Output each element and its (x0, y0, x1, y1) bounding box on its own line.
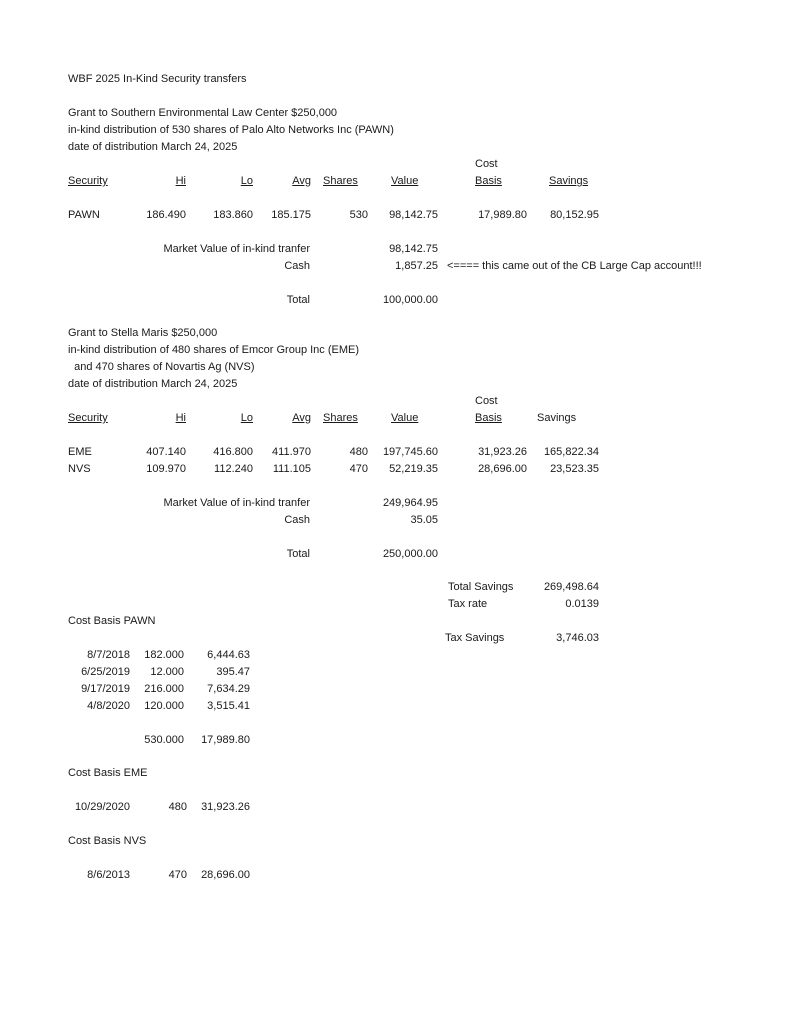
grant1-line2: in-kind distribution of 530 shares of Palo Alto Networks Inc (PAWN) (68, 124, 394, 136)
lo-cell: 112.240 (214, 463, 253, 475)
header-avg: Avg (292, 175, 311, 187)
header-hi: Hi (175, 175, 186, 187)
grant2-line2: in-kind distribution of 480 shares of Emcor Group Inc (EME) (68, 344, 360, 356)
value-cell: 52,219.35 (389, 463, 438, 475)
lot-shares: 470 (168, 869, 187, 881)
lot-amount: 6,444.63 (207, 649, 250, 661)
header-security: Security (68, 175, 108, 187)
lot-date: 9/17/2019 (81, 683, 130, 695)
security-cell: NVS (68, 463, 91, 475)
tax-savings-label: Tax Savings (445, 632, 505, 644)
header-savings: Savings (549, 175, 589, 187)
avg-cell: 185.175 (271, 209, 311, 221)
pawn-total-amount: 17,989.80 (201, 734, 250, 746)
lot-date: 4/8/2020 (87, 700, 130, 712)
grant1-line3: date of distribution March 24, 2025 (68, 141, 238, 153)
value-cell: 197,745.60 (382, 446, 438, 458)
cost-basis-pawn-title: Cost Basis PAWN (68, 615, 156, 627)
hi-cell: 407.140 (146, 446, 186, 458)
total-label: Total (286, 294, 310, 306)
savings-cell: 80,152.95 (550, 209, 599, 221)
basis-cell: 28,696.00 (478, 463, 527, 475)
header-shares: Shares (323, 175, 358, 187)
lot-date: 8/7/2018 (87, 649, 130, 661)
total-savings-value: 269,498.64 (543, 581, 599, 593)
cost-basis-eme-title: Cost Basis EME (68, 767, 148, 779)
header-lo: Lo (240, 175, 253, 187)
total-amount: 250,000.00 (382, 548, 438, 560)
grant1-line1: Grant to Southern Environmental Law Center $250,000 (68, 107, 338, 119)
security-cell: PAWN (68, 209, 100, 221)
lo-cell: 416.800 (213, 446, 253, 458)
savings-cell: 165,822.34 (543, 446, 599, 458)
shares-cell: 470 (349, 463, 368, 475)
lot-shares: 120.000 (144, 700, 184, 712)
header-security: Security (68, 412, 108, 424)
avg-cell: 111.105 (272, 463, 311, 475)
header-basis: Basis (475, 175, 502, 187)
savings-cell: 23,523.35 (550, 463, 599, 475)
basis-cell: 17,989.80 (478, 209, 527, 221)
lot-shares: 182.000 (144, 649, 184, 661)
lot-shares: 12.000 (150, 666, 184, 678)
pawn-total-shares: 530.000 (144, 734, 184, 746)
lot-shares: 216.000 (144, 683, 184, 695)
grant2-line3: and 470 shares of Novartis Ag (NVS) (68, 361, 255, 373)
shares-cell: 480 (349, 446, 368, 458)
cost-basis-nvs-title: Cost Basis NVS (68, 835, 147, 847)
lot-amount: 3,515.41 (207, 700, 250, 712)
cash-label: Cash (284, 514, 310, 526)
lot-date: 10/29/2020 (74, 801, 130, 813)
lo-cell: 183.860 (213, 209, 253, 221)
header-value: Value (391, 175, 419, 187)
market-value-amount: 98,142.75 (389, 243, 438, 255)
market-value-label: Market Value of in-kind tranfer (163, 243, 310, 255)
header-avg: Avg (292, 412, 311, 424)
cash-note: <==== this came out of the CB Large Cap account!!! (447, 260, 702, 272)
lot-amount: 28,696.00 (201, 869, 250, 881)
grant2-line4: date of distribution March 24, 2025 (68, 378, 238, 390)
header-savings: Savings (537, 412, 577, 424)
header-basis: Basis (475, 412, 502, 424)
cash-amount: 1,857.25 (395, 260, 438, 272)
lot-date: 6/25/2019 (81, 666, 130, 678)
value-cell: 98,142.75 (389, 209, 438, 221)
total-label: Total (286, 548, 310, 560)
header-cost: Cost (475, 395, 498, 407)
cash-amount: 35.05 (410, 514, 438, 526)
market-value-label: Market Value of in-kind tranfer (163, 497, 310, 509)
lot-shares: 480 (168, 801, 187, 813)
tax-rate-label: Tax rate (448, 598, 488, 610)
lot-amount: 31,923.26 (201, 801, 250, 813)
header-hi: Hi (175, 412, 186, 424)
security-cell: EME (68, 446, 92, 458)
header-value: Value (391, 412, 419, 424)
header-shares: Shares (323, 412, 358, 424)
tax-savings-value: 3,746.03 (556, 632, 599, 644)
avg-cell: 411.970 (272, 446, 311, 458)
lot-amount: 395.47 (216, 666, 250, 678)
lot-amount: 7,634.29 (207, 683, 250, 695)
total-amount: 100,000.00 (382, 294, 438, 306)
shares-cell: 530 (349, 209, 368, 221)
market-value-amount: 249,964.95 (382, 497, 438, 509)
lot-date: 8/6/2013 (87, 869, 130, 881)
page-title: WBF 2025 In-Kind Security transfers (68, 73, 247, 85)
total-savings-label: Total Savings (448, 581, 514, 593)
header-cost: Cost (475, 158, 498, 170)
cash-label: Cash (284, 260, 310, 272)
grant2-line1: Grant to Stella Maris $250,000 (68, 327, 218, 339)
hi-cell: 109.970 (146, 463, 186, 475)
hi-cell: 186.490 (146, 209, 186, 221)
tax-rate-value: 0.0139 (565, 598, 599, 610)
header-lo: Lo (240, 412, 253, 424)
basis-cell: 31,923.26 (478, 446, 527, 458)
